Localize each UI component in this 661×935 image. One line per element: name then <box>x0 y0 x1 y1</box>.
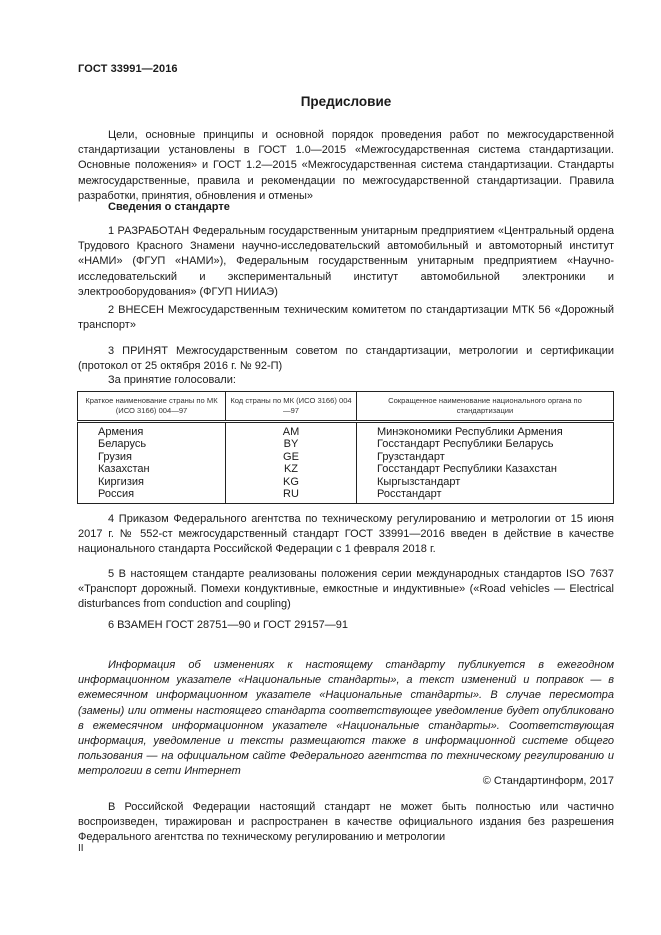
country-code: KG <box>226 476 357 488</box>
header-national-body: Сокращенное наименование национального органа по стандартизации <box>357 392 614 422</box>
item-4-order: 4 Приказом Федерального агентства по техническому регулированию и метрологии от 15 июня 2017 г. № 552-ст межгосударственный стандарт ГОСТ 33991—2016 введен в действие в качестве национального стандарта Российской Федерации с 1 февраля 2018 г. <box>78 513 614 556</box>
vote-label: За принятие голосовали: <box>108 374 236 386</box>
country-name: Армения <box>78 422 226 439</box>
country-code: AM <box>226 422 357 439</box>
header-country-code: Код страны по МК (ИСО 3166) 004—97 <box>226 392 357 422</box>
page-number: II <box>78 843 84 854</box>
item-1-developed: 1 РАЗРАБОТАН Федеральным государственным унитарным предприятием «Центральный ордена Трудового Красного Знамени научно-исследовательский автомобильный и автомоторный институт «НАМИ» (ФГУП «НАМИ»), Федеральным государственным унитарным предприятием «Научно-исследовательский и экспериментальный институт автомобильной электроники и электрооборудования» (ФГУП НИИАЭ) <box>78 225 614 298</box>
legal-notice: В Российской Федерации настоящий стандарт не может быть полностью или частично воспроизведен, тиражирован и распространен в качестве официального издания без разрешения Федерального агентства по техническому регулированию и метрологии <box>78 801 614 844</box>
page-title: Предисловие <box>300 94 392 109</box>
item-6-replaces: 6 ВЗАМЕН ГОСТ 28751—90 и ГОСТ 29157—91 <box>108 619 349 631</box>
country-name: Грузия <box>78 451 226 463</box>
table-row <box>78 422 614 439</box>
table-row <box>78 438 614 450</box>
country-name: Казахстан <box>78 463 226 475</box>
table-row <box>78 451 614 463</box>
intro-paragraph: Цели, основные принципы и основной порядок проведения работ по межгосударственной стандартизации установлены в ГОСТ 1.0—2015 «Межгосударственная система стандартизации. Основные положения» и ГОСТ 1.2—2015 «Межгосударственная система стандартизации. Стандарты межгосударственные, правила и рекомендации по межгосударственной стандартизации. Правила разработки, принятия, обновления и отмены» <box>78 129 614 202</box>
table-header-row <box>78 392 614 422</box>
item-2-introduced: 2 ВНЕСЕН Межгосударственным техническим комитетом по стандартизации МТК 56 «Дорожный транспорт» <box>78 304 614 332</box>
country-name: Россия <box>78 488 226 504</box>
item-5-iso: 5 В настоящем стандарте реализованы положения серии международных стандартов ISO 7637 «Транспорт дорожный. Помехи кондуктивные, емкостные и индуктивные» («Road vehicles — Electrical disturbances from conduction and coupling) <box>78 568 614 611</box>
national-body: Минэкономики Республики Армения <box>357 422 614 439</box>
country-code: GE <box>226 451 357 463</box>
table-row <box>78 463 614 475</box>
country-code: KZ <box>226 463 357 475</box>
section-heading: Сведения о стандарте <box>108 201 230 213</box>
item-3-adopted: 3 ПРИНЯТ Межгосударственным советом по стандартизации, метрологии и сертификации (протокол от 25 октября 2016 г. № 92-П) <box>78 345 614 373</box>
header-country-name: Краткое наименование страны по МК (ИСО 3166) 004—97 <box>78 392 226 422</box>
copyright: © Стандартинформ, 2017 <box>482 775 614 787</box>
national-body: Госстандарт Республики Казахстан <box>357 463 614 475</box>
table-row <box>78 476 614 488</box>
national-body: Госстандарт Республики Беларусь <box>357 438 614 450</box>
table-row <box>78 488 614 504</box>
info-note: Информация об изменениях к настоящему стандарту публикуется в ежегодном информационном указателе «Национальные стандарты», а текст изменений и поправок — в ежемесячном информационном указателе «Национальные стандарты». В случае пересмотра (замены) или отмены настоящего стандарта соответствующее уведомление будет опубликовано в ежемесячном информационном указателе «Национальные стандарты». Соответствующая информация, уведомление и тексты размещаются также в информационной системе общего пользования — на официальном сайте Федерального агентства по техническому регулированию и метрологии в сети Интернет <box>78 659 614 778</box>
national-body: Кыргызстандарт <box>357 476 614 488</box>
country-code: BY <box>226 438 357 450</box>
national-body: Грузстандарт <box>357 451 614 463</box>
country-name: Киргизия <box>78 476 226 488</box>
national-body: Росстандарт <box>357 488 614 504</box>
vote-table <box>77 391 614 504</box>
country-name: Беларусь <box>78 438 226 450</box>
country-code: RU <box>226 488 357 504</box>
document-code: ГОСТ 33991—2016 <box>78 63 178 75</box>
